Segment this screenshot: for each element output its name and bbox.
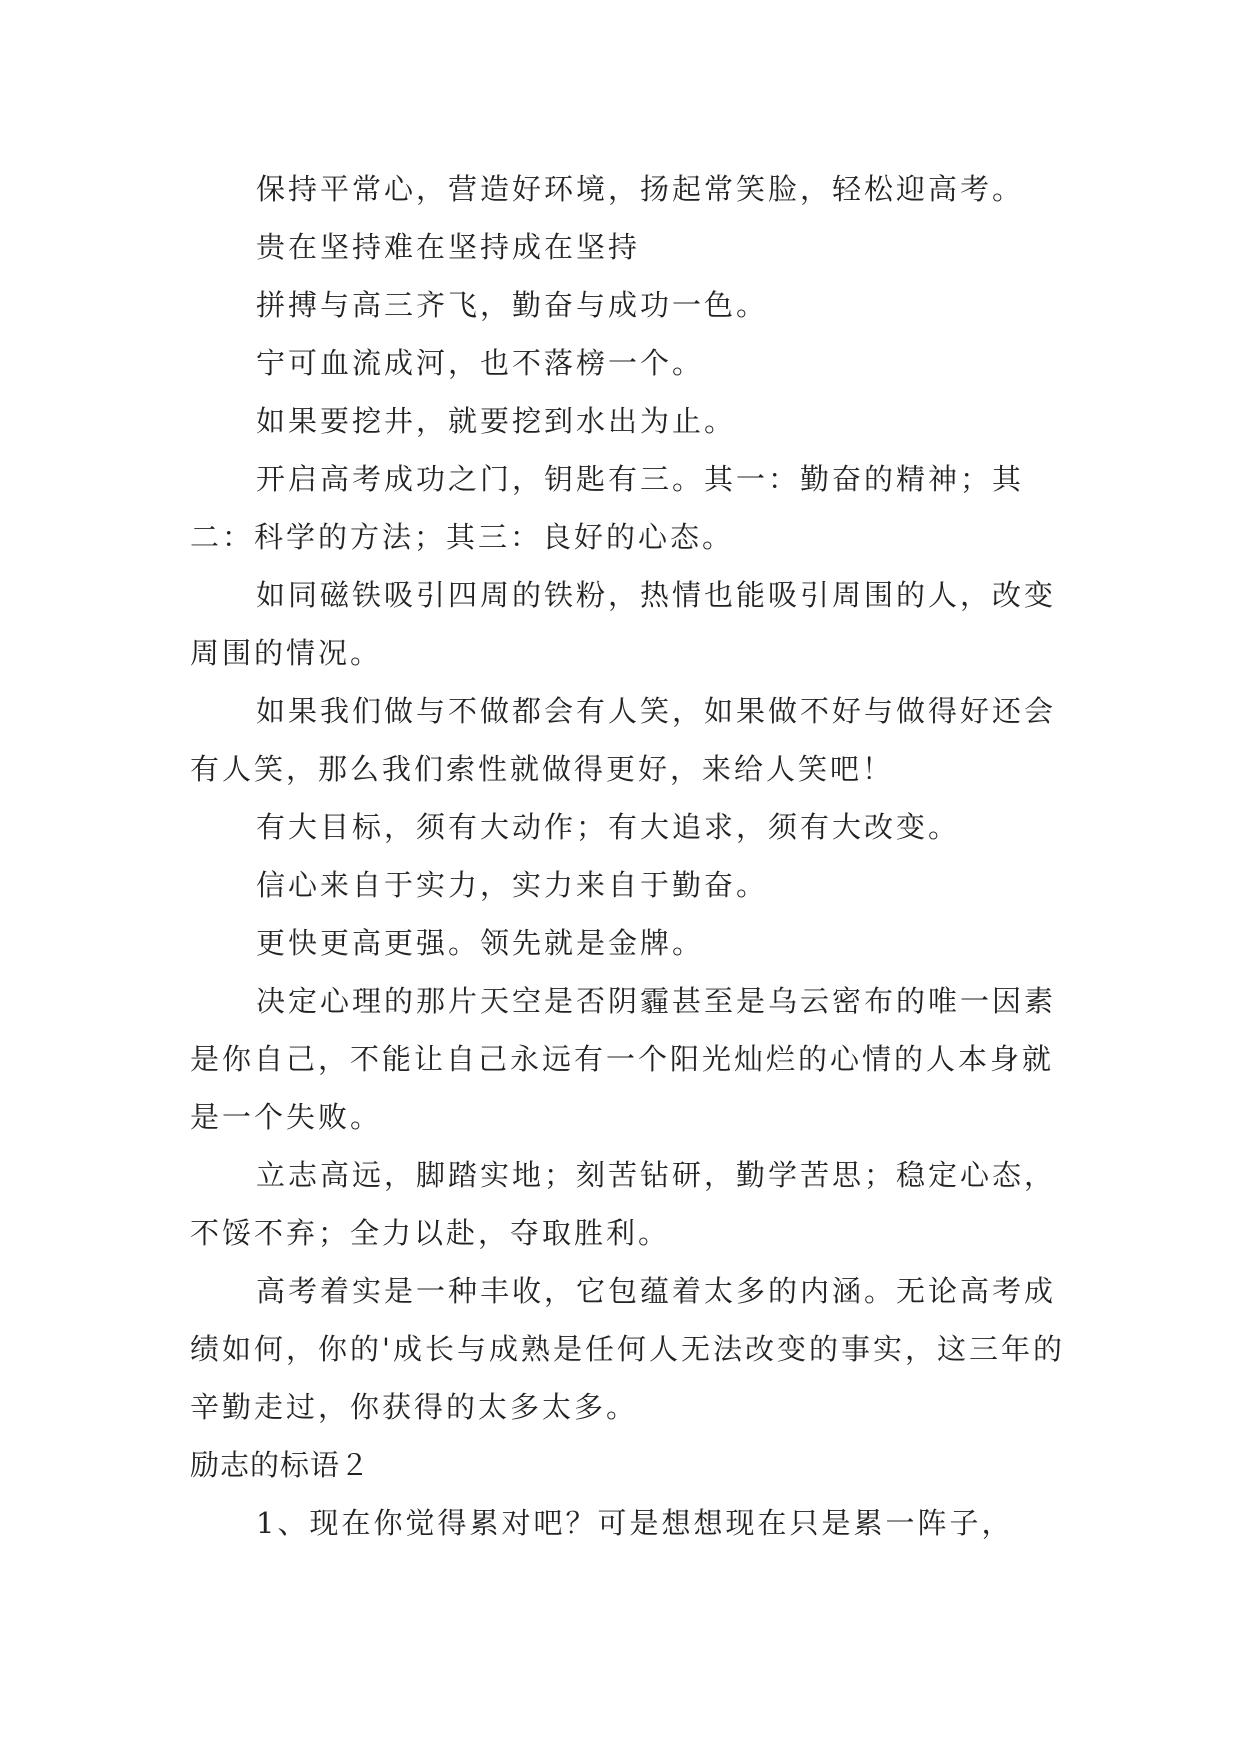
paragraph-11: 更快更高更强。领先就是金牌。	[256, 926, 705, 960]
paragraph-9: 有大目标，须有大动作；有大追求，须有大改变。	[256, 810, 961, 844]
paragraph-5: 如果要挖井，就要挖到水出为止。	[256, 404, 737, 438]
paragraph-8: 如果我们做与不做都会有人笑，如果做不好与做得好还会有人笑，那么我们索性就做得更好，来给人笑吧！	[190, 694, 1057, 786]
paragraph-2: 贵在坚持难在坚持成在坚持	[256, 230, 641, 264]
paragraph-10: 信心来自于实力，实力来自于勤奋。	[256, 868, 769, 902]
section-heading: 励志的标语２	[190, 1448, 371, 1482]
paragraph-13: 立志高远，脚踏实地；刻苦钻研，勤学苦思；稳定心态，不馁不弃；全力以赴，夺取胜利。	[190, 1158, 1057, 1250]
paragraph-15: 1、现在你觉得累对吧？可是想想现在只是累一阵子，	[256, 1506, 1014, 1540]
paragraph-4: 宁可血流成河，也不落榜一个。	[256, 346, 705, 380]
paragraph-6: 开启高考成功之门，钥匙有三。其一：勤奋的精神；其二：科学的方法；其三：良好的心态。	[190, 462, 1025, 554]
paragraph-7: 如同磁铁吸引四周的铁粉，热情也能吸引周围的人，改变周围的情况。	[190, 578, 1057, 670]
paragraph-14: 高考着实是一种丰收，它包蕴着太多的内涵。无论高考成绩如何，你的'成长与成熟是任何人无法改变的事实，这三年的辛勤走过，你获得的太多太多。	[190, 1274, 1065, 1424]
paragraph-1: 保持平常心，营造好环境，扬起常笑脸，轻松迎高考。	[256, 172, 1025, 206]
document-body	[190, 160, 1070, 1552]
paragraph-3: 拼搏与高三齐飞，勤奋与成功一色。	[256, 288, 769, 322]
paragraph-12: 决定心理的那片天空是否阴霾甚至是乌云密布的唯一因素是你自己，不能让自己永远有一个阳光灿烂的心情的人本身就是一个失败。	[190, 984, 1057, 1134]
